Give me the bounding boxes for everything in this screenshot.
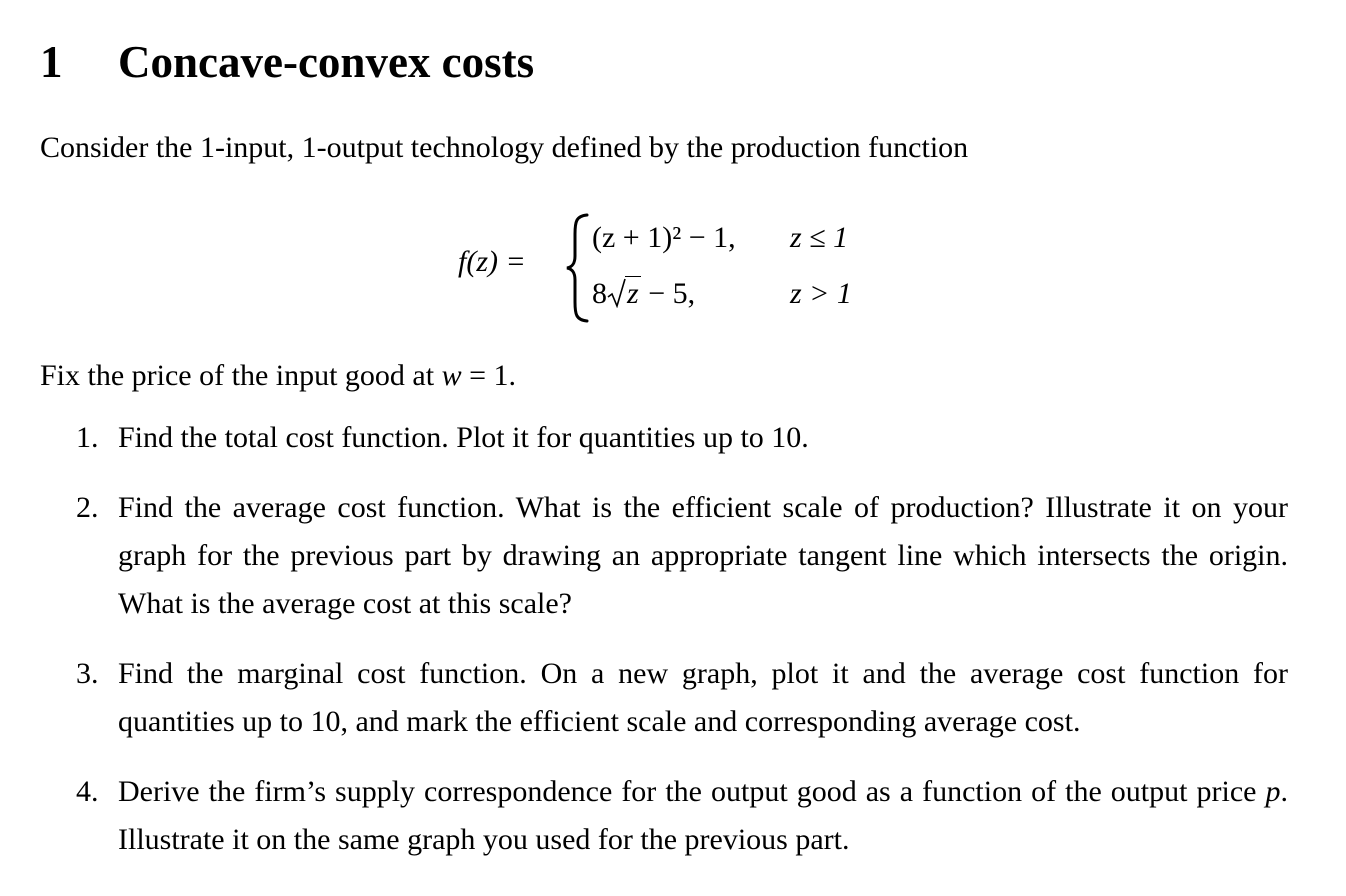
left-brace-icon: [565, 212, 593, 324]
question-text: Find the total cost function. Plot it for quantities up to 10.: [118, 421, 809, 454]
equation-lhs: f(z) =: [458, 245, 526, 278]
radicand: z: [627, 277, 639, 310]
question-text: [118, 768, 1288, 864]
case-2-expression: [592, 274, 695, 314]
section-number: 1: [40, 37, 63, 87]
fix-text-before: Fix the price of the input good at: [40, 359, 442, 392]
case-1-expression: (z + 1)² − 1,: [592, 221, 736, 254]
square-root-icon: [607, 278, 627, 308]
section-heading: [40, 34, 534, 90]
square-root: [607, 274, 641, 314]
question-number: 2.: [76, 491, 99, 524]
question-text: Find the average cost function. What is the efficient scale of production? Illustrate it on your graph for the previous part by drawing an appropriate tangent line which intersects the origin. What is the average cost at this scale?: [118, 491, 1288, 620]
case-2-suffix: − 5,: [640, 277, 696, 310]
fix-price-paragraph: [40, 356, 516, 396]
case-2-condition: z > 1: [790, 277, 852, 310]
question-text: Find the marginal cost function. On a new graph, plot it and the average cost function for quantities up to 10, and mark the efficient scale and corresponding average cost.: [118, 657, 1288, 738]
section-title: Concave-convex costs: [118, 37, 535, 87]
question-number: 3.: [76, 657, 99, 690]
question-number: 1.: [76, 421, 99, 454]
production-function-equation: [458, 212, 878, 324]
case-1-condition: z ≤ 1: [790, 221, 849, 254]
case-2-coefficient: 8: [592, 277, 607, 310]
fix-text-variable: w: [441, 359, 462, 392]
question-number: 4.: [76, 775, 99, 808]
fix-text-after: = 1.: [461, 359, 517, 392]
question-text-after: . Illustrate it on the same graph you used for the previous part.: [118, 775, 1288, 856]
intro-paragraph: Consider the 1-input, 1-output technology defined by the production function: [40, 131, 969, 164]
question-variable: p: [1265, 775, 1281, 808]
question-text-before: Derive the firm’s supply correspondence for the output good as a function of the output price: [118, 775, 1266, 808]
